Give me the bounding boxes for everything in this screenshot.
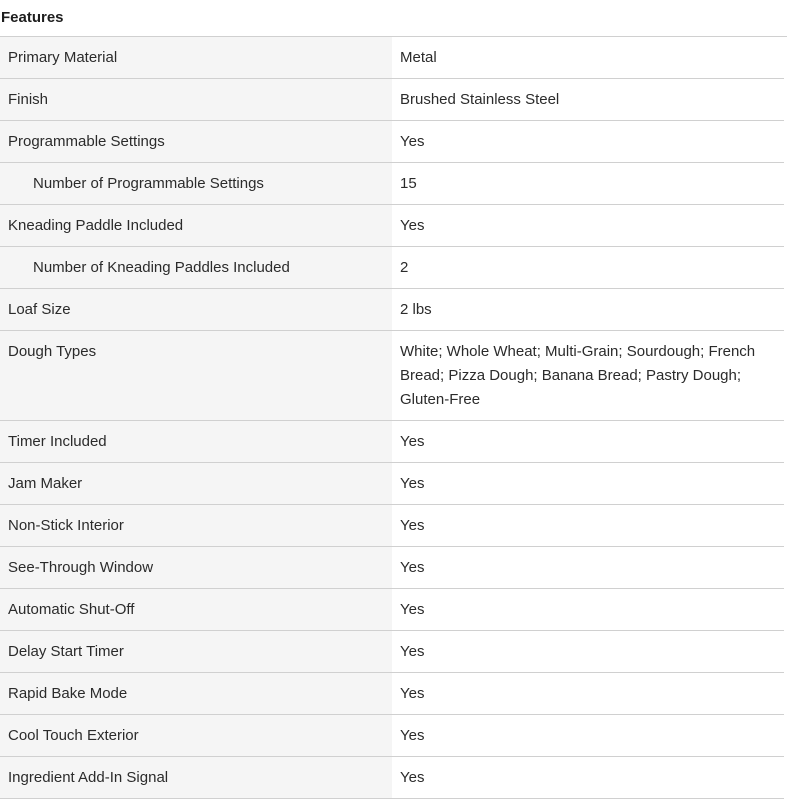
row-value: 2 lbs [392,289,784,330]
row-value: White; Whole Wheat; Multi-Grain; Sourdough; French Bread; Pizza Dough; Banana Bread; Pastry Dough; Gluten-Free [392,331,784,420]
row-label: Jam Maker [0,463,392,504]
row-label: Finish [0,79,392,120]
row-value: Yes [392,547,784,588]
row-value: Yes [392,757,784,798]
row-value: Metal [392,37,784,78]
table-row [0,715,784,757]
row-label: Primary Material [0,37,392,78]
table-row [0,121,784,163]
table-row [0,205,784,247]
table-row [0,79,784,121]
row-value: Yes [392,421,784,462]
section-title: Features [0,0,787,37]
table-row [0,421,784,463]
row-label: Non-Stick Interior [0,505,392,546]
row-label: Programmable Settings [0,121,392,162]
table-row [0,37,784,79]
table-row [0,589,784,631]
row-value: Yes [392,673,784,714]
row-value: Brushed Stainless Steel [392,79,784,120]
table-row [0,331,784,421]
table-row [0,505,784,547]
table-row [0,673,784,715]
row-label: Number of Programmable Settings [0,163,392,204]
row-label: Kneading Paddle Included [0,205,392,246]
table-row [0,631,784,673]
row-label: Ingredient Add-In Signal [0,757,392,798]
table-row [0,289,784,331]
row-label: Automatic Shut-Off [0,589,392,630]
row-label: Dough Types [0,331,392,420]
table-row [0,463,784,505]
row-label: Delay Start Timer [0,631,392,672]
row-value: Yes [392,121,784,162]
row-value: Yes [392,205,784,246]
table-row [0,757,784,799]
row-value: Yes [392,589,784,630]
row-value: Yes [392,631,784,672]
features-table [0,37,784,799]
row-label: See-Through Window [0,547,392,588]
row-value: Yes [392,505,784,546]
row-label: Loaf Size [0,289,392,330]
table-row-sub [0,247,784,289]
row-label: Timer Included [0,421,392,462]
row-value: 15 [392,163,784,204]
table-row-sub [0,163,784,205]
row-value: Yes [392,715,784,756]
row-value: 2 [392,247,784,288]
row-label: Number of Kneading Paddles Included [0,247,392,288]
table-row [0,547,784,589]
row-label: Rapid Bake Mode [0,673,392,714]
row-value: Yes [392,463,784,504]
row-label: Cool Touch Exterior [0,715,392,756]
